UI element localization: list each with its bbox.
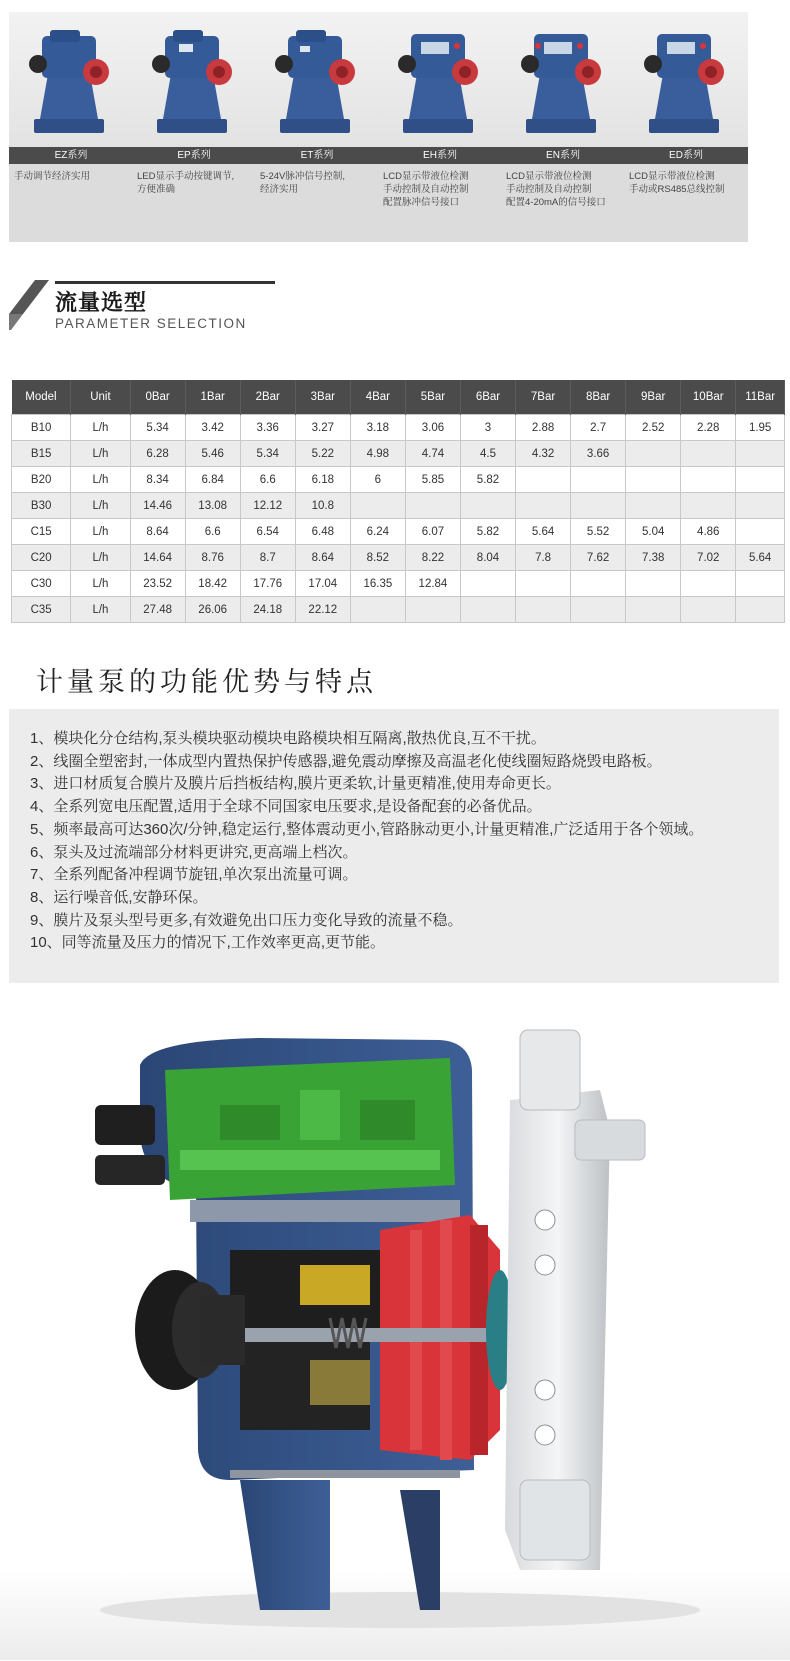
flow-value-cell [626,571,681,597]
flow-value-cell: 7.62 [571,545,626,571]
flow-value-cell: 6 [350,467,405,493]
flow-value-cell: 6.6 [240,467,295,493]
flow-value-cell: 5.34 [130,415,185,441]
header-cell: Model [12,380,71,415]
series-card-ep[interactable] [132,12,256,242]
series-label: EH系列 [378,147,502,164]
table-row [12,571,785,597]
advantages-title: 计量泵的功能优势与特点 [36,667,377,697]
model-cell: C20 [12,545,71,571]
list-item: 5、频率最高可达360次/分钟,稳定运行,整体震动更小,管路脉动更小,计量更精准,广泛适用于各个领域。 [30,820,704,838]
flow-value-cell [516,571,571,597]
flow-value-cell: 3.18 [350,415,405,441]
flow-value-cell [405,493,460,519]
flow-value-cell [736,493,785,519]
flow-value-cell: 3.27 [295,415,350,441]
flow-value-cell: 6.6 [185,519,240,545]
series-description: LCD显示带液位检测 手动控制及自动控制 配置脉冲信号接口 [383,171,469,208]
flow-value-cell: 16.35 [350,571,405,597]
section-title: 流量选型 [55,290,148,315]
model-cell: C15 [12,519,71,545]
flow-value-cell [736,571,785,597]
flow-value-cell: 3.06 [405,415,460,441]
model-cell: C35 [12,597,71,623]
table-row [12,493,785,519]
flow-value-cell: 8.64 [295,545,350,571]
flow-value-cell: 3.66 [571,441,626,467]
flow-value-cell: 4.86 [681,519,736,545]
header-cell: 1Bar [185,380,240,415]
flow-value-cell: 6.84 [185,467,240,493]
header-cell: 8Bar [571,380,626,415]
series-label: EP系列 [132,147,256,164]
flow-value-cell: 5.64 [516,519,571,545]
series-label: ED系列 [624,147,748,164]
model-cell: B15 [12,441,71,467]
flow-value-cell: 17.76 [240,571,295,597]
flow-value-cell [681,597,736,623]
table-row [12,545,785,571]
flow-value-cell: 3 [460,415,515,441]
list-item: 2、线圈全塑密封,一体成型内置热保护传感器,避免震动摩擦及高温老化使线圈短路烧毁电路板。 [30,752,662,770]
series-card-et[interactable] [255,12,379,242]
list-item: 10、同等流量及压力的情况下,工作效率更高,更节能。 [30,934,386,952]
flow-value-cell: 6.18 [295,467,350,493]
flow-value-cell: 4.74 [405,441,460,467]
flow-value-cell [626,597,681,623]
flow-value-cell: 1.95 [736,415,785,441]
unit-cell: L/h [71,519,130,545]
unit-cell: L/h [71,545,130,571]
flow-value-cell: 12.12 [240,493,295,519]
flow-value-cell: 6.07 [405,519,460,545]
flow-value-cell: 23.52 [130,571,185,597]
series-description: LCD显示带液位检测 手动控制及自动控制 配置4-20mA的信号接口 [506,171,606,208]
list-item: 9、膜片及泵头型号更多,有效避免出口压力变化导致的流量不稳。 [30,911,463,929]
header-cell: 6Bar [460,380,515,415]
flow-value-cell: 8.34 [130,467,185,493]
parameter-selection-heading [9,280,279,335]
unit-cell: L/h [71,415,130,441]
flow-value-cell [736,441,785,467]
flow-value-cell: 2.7 [571,415,626,441]
flow-value-cell [681,571,736,597]
series-card-ez[interactable] [9,12,133,242]
flow-value-cell: 18.42 [185,571,240,597]
header-cell: 9Bar [626,380,681,415]
pump-thumbnail [255,12,379,147]
table-row [12,597,785,623]
header-cell: Unit [71,380,130,415]
flow-value-cell: 22.12 [295,597,350,623]
pump-thumbnail [501,12,625,147]
flow-value-cell [571,571,626,597]
header-cell: 3Bar [295,380,350,415]
series-label: ET系列 [255,147,379,164]
table-header-row [12,380,785,415]
table-row [12,415,785,441]
flow-value-cell [516,493,571,519]
flow-value-cell: 5.52 [571,519,626,545]
flow-value-cell: 5.64 [736,545,785,571]
flow-value-cell [350,597,405,623]
pump-thumbnail [378,12,502,147]
pump-thumbnail [132,12,256,147]
model-cell: B30 [12,493,71,519]
flow-value-cell: 8.64 [130,519,185,545]
unit-cell: L/h [71,493,130,519]
flow-value-cell: 10.8 [295,493,350,519]
flow-value-cell: 8.7 [240,545,295,571]
flow-value-cell: 7.02 [681,545,736,571]
flow-value-cell: 5.82 [460,519,515,545]
series-label: EN系列 [501,147,625,164]
series-card-eh[interactable] [378,12,502,242]
header-cell: 10Bar [681,380,736,415]
flow-value-cell: 17.04 [295,571,350,597]
flow-value-cell: 3.36 [240,415,295,441]
pump-cutaway-illustration [0,1010,790,1660]
list-item: 7、全系列配备冲程调节旋钮,单次泵出流量可调。 [30,866,358,884]
flow-value-cell [736,519,785,545]
header-cell: 0Bar [130,380,185,415]
slash-decoration-icon [9,280,57,330]
flow-value-cell: 6.28 [130,441,185,467]
flow-value-cell: 6.48 [295,519,350,545]
flow-value-cell [626,467,681,493]
flow-value-cell [516,597,571,623]
flow-value-cell: 5.34 [240,441,295,467]
parameter-table [11,380,785,623]
flow-value-cell [571,597,626,623]
heading-rule [55,281,275,284]
flow-value-cell [460,571,515,597]
flow-value-cell: 12.84 [405,571,460,597]
list-item: 4、全系列宽电压配置,适用于全球不同国家电压要求,是设备配套的必备优品。 [30,798,542,816]
flow-value-cell: 5.04 [626,519,681,545]
unit-cell: L/h [71,597,130,623]
unit-cell: L/h [71,571,130,597]
flow-value-cell: 26.06 [185,597,240,623]
header-cell: 7Bar [516,380,571,415]
flow-value-cell: 7.8 [516,545,571,571]
flow-value-cell [516,467,571,493]
series-description: 手动调节经济实用 [14,171,91,182]
series-description: LCD显示带液位检测 手动或RS485总线控制 [629,171,725,195]
header-cell: 4Bar [350,380,405,415]
flow-value-cell: 24.18 [240,597,295,623]
flow-value-cell: 8.22 [405,545,460,571]
header-cell: 5Bar [405,380,460,415]
flow-value-cell: 2.52 [626,415,681,441]
model-cell: B20 [12,467,71,493]
series-description: LED显示手动按键调节, 方便准确 [137,171,235,195]
advantages-list [30,728,703,955]
flow-value-cell: 8.76 [185,545,240,571]
flow-value-cell: 8.52 [350,545,405,571]
flow-value-cell: 14.46 [130,493,185,519]
flow-value-cell [350,493,405,519]
series-card-ed[interactable] [624,12,748,242]
flow-value-cell: 4.98 [350,441,405,467]
series-label: EZ系列 [9,147,133,164]
flow-value-cell [736,467,785,493]
flow-value-cell: 5.82 [460,467,515,493]
table-row [12,441,785,467]
flow-value-cell: 4.32 [516,441,571,467]
flow-value-cell: 8.04 [460,545,515,571]
flow-value-cell: 13.08 [185,493,240,519]
flow-value-cell [405,597,460,623]
flow-value-cell [571,467,626,493]
pump-thumbnail [9,12,133,147]
flow-value-cell: 5.22 [295,441,350,467]
flow-value-cell: 2.28 [681,415,736,441]
series-description: 5-24V脉冲信号控制, 经济实用 [260,171,345,195]
flow-value-cell [460,493,515,519]
model-cell: C30 [12,571,71,597]
list-item: 8、运行噪音低,安静环保。 [30,888,208,906]
header-cell: 2Bar [240,380,295,415]
table-row [12,519,785,545]
flow-value-cell: 3.42 [185,415,240,441]
flow-value-cell [681,467,736,493]
flow-value-cell: 7.38 [626,545,681,571]
flow-value-cell: 5.85 [405,467,460,493]
flow-value-cell [460,597,515,623]
flow-value-cell: 4.5 [460,441,515,467]
product-series-row [9,12,789,242]
flow-value-cell [626,493,681,519]
series-card-en[interactable] [501,12,625,242]
unit-cell: L/h [71,467,130,493]
flow-value-cell [681,441,736,467]
flow-value-cell: 14.64 [130,545,185,571]
flow-value-cell [626,441,681,467]
pump-thumbnail [624,12,748,147]
flow-value-cell: 6.24 [350,519,405,545]
model-cell: B10 [12,415,71,441]
list-item: 6、泵头及过流端部分材料更讲究,更高端上档次。 [30,843,358,861]
advantages-box [9,709,779,983]
flow-value-cell: 27.48 [130,597,185,623]
flow-value-cell: 6.54 [240,519,295,545]
list-item: 1、模块化分仓结构,泵头模块驱动模块电路模块相互隔离,散热优良,互不干扰。 [30,730,546,747]
table-row [12,467,785,493]
flow-value-cell: 5.46 [185,441,240,467]
list-item: 3、进口材质复合膜片及膜片后挡板结构,膜片更柔软,计量更精准,使用寿命更长。 [30,775,561,793]
unit-cell: L/h [71,441,130,467]
flow-value-cell: 2.88 [516,415,571,441]
flow-value-cell [736,597,785,623]
flow-value-cell [571,493,626,519]
section-subtitle: PARAMETER SELECTION [55,316,247,331]
header-cell: 11Bar [736,380,785,415]
flow-value-cell [681,493,736,519]
